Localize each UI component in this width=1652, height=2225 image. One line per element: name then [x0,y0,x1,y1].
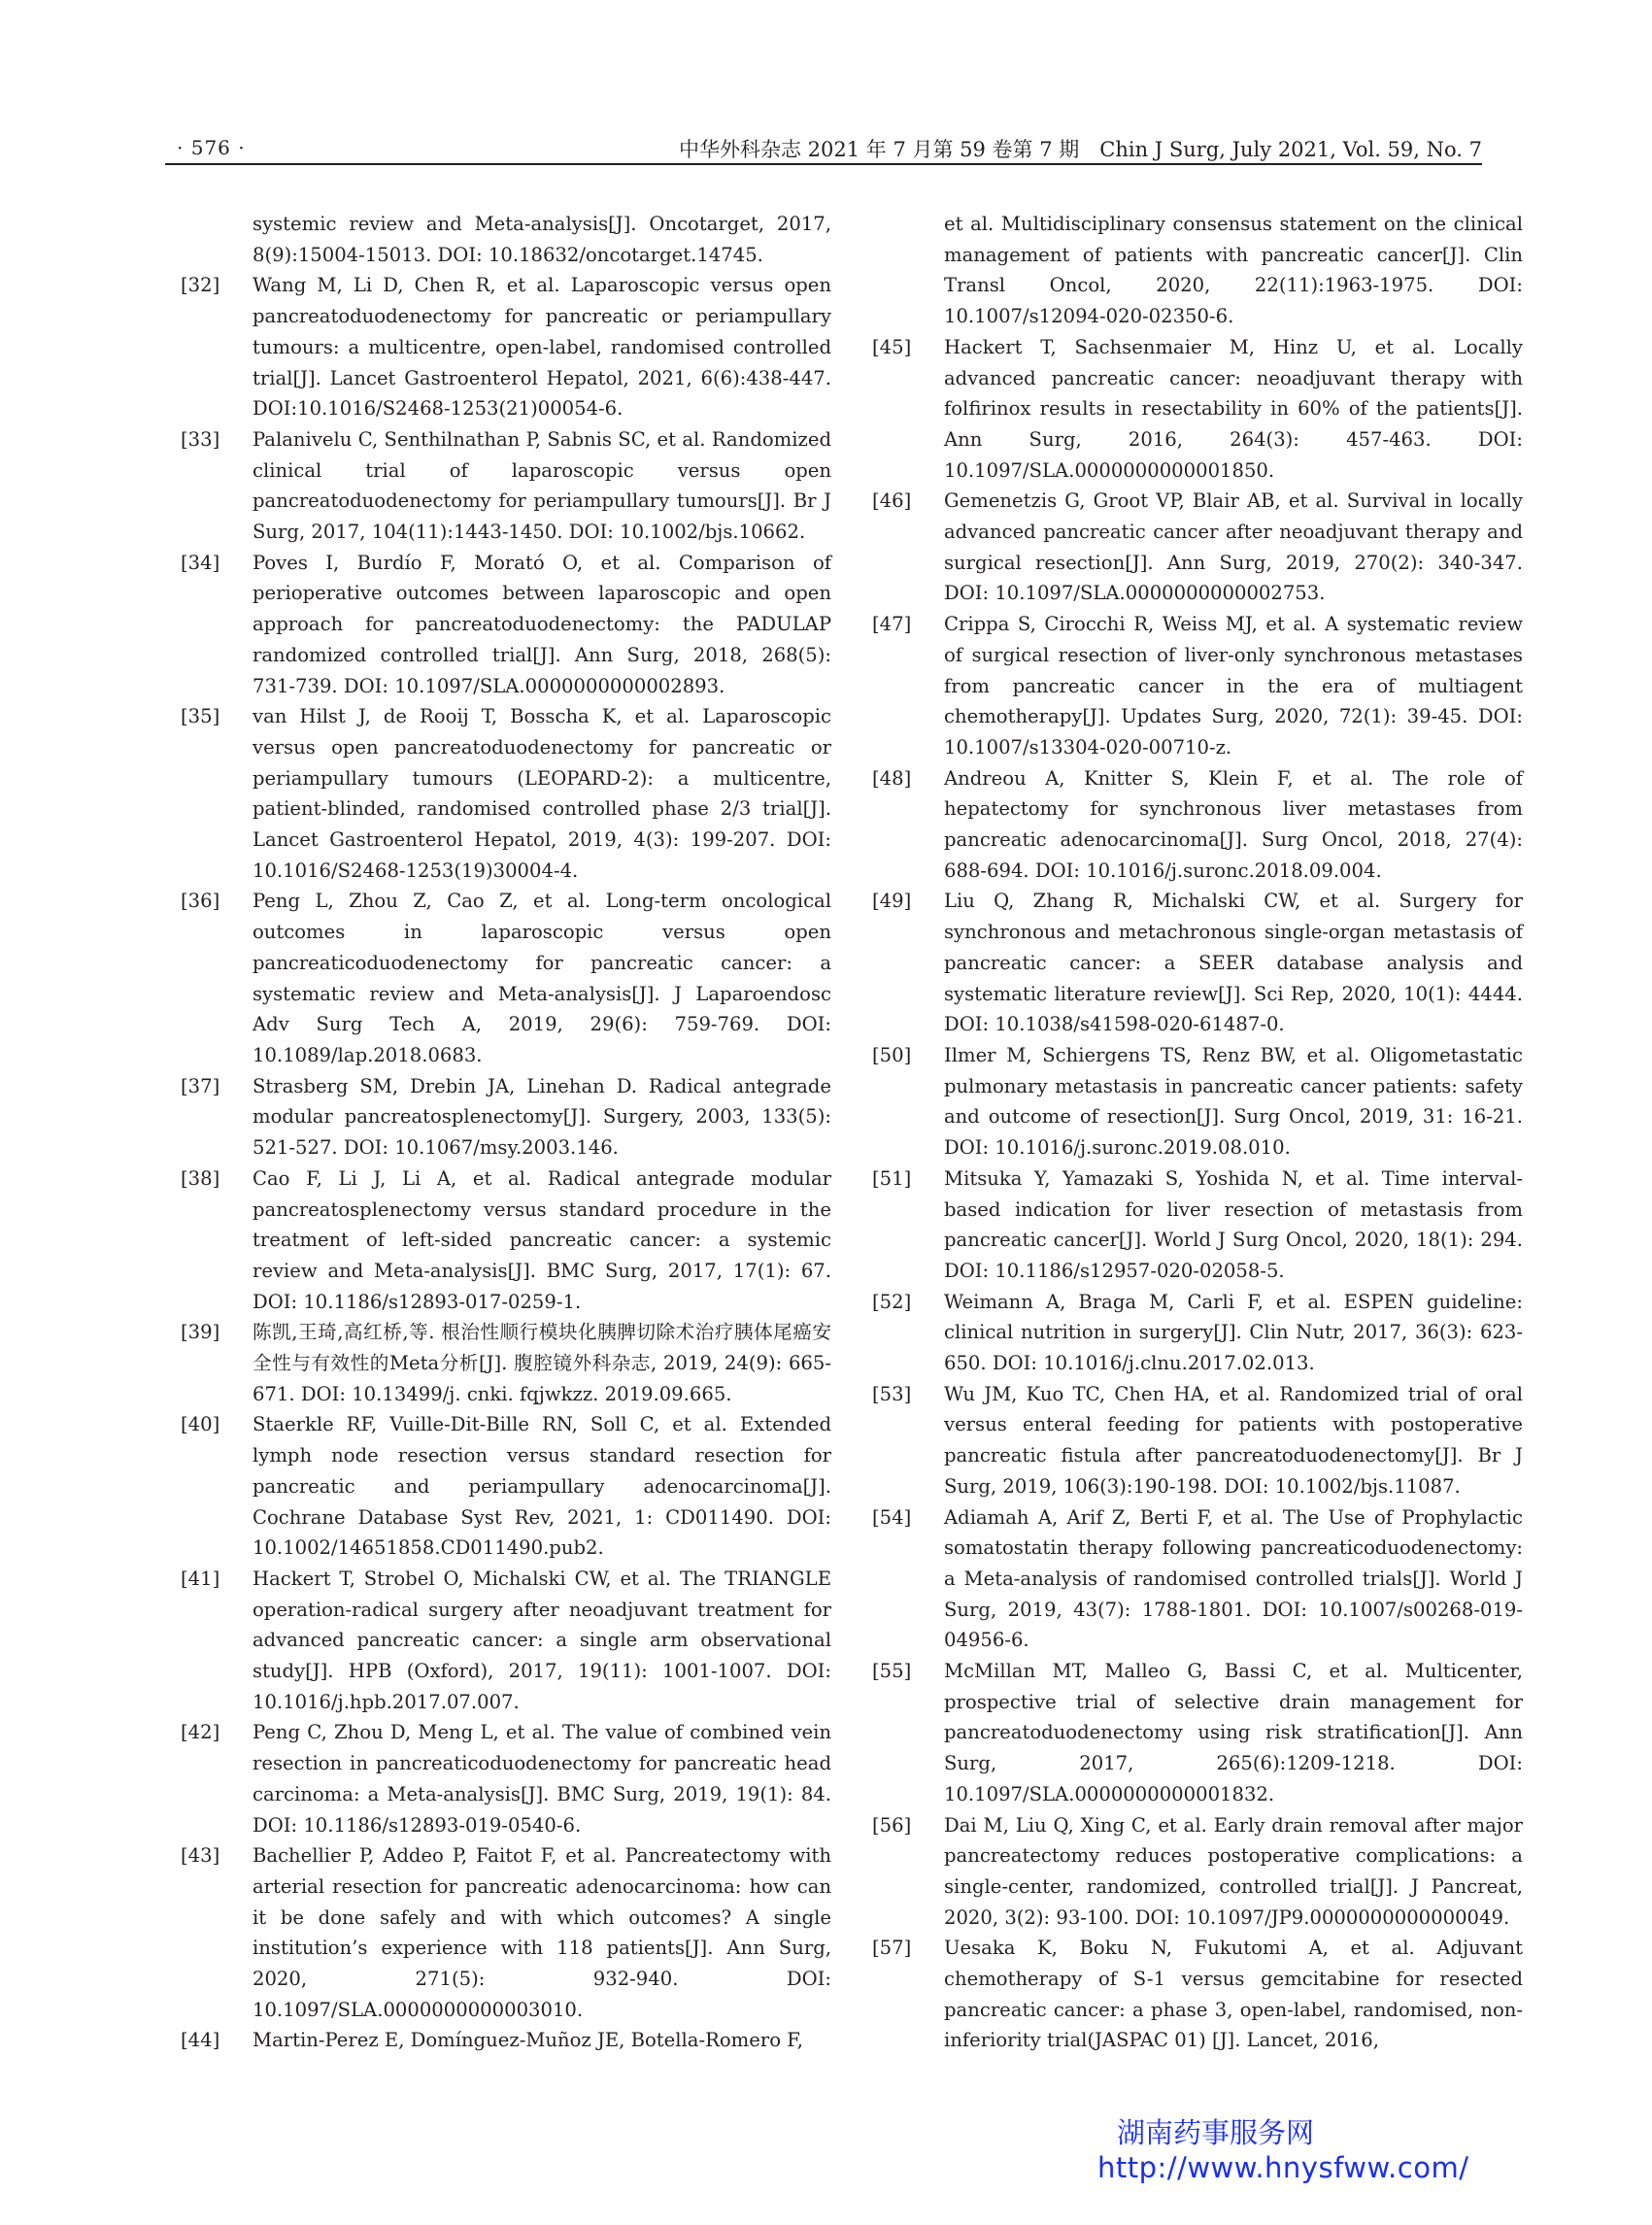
reference-number: [45] [872,335,912,358]
reference-item [872,1379,1523,1502]
reference-item [181,1409,831,1564]
watermark-site-name: 湖南药事服务网 [1117,2116,1315,2149]
reference-number: [54] [872,1505,912,1529]
reference-text: Uesaka K, Boku N, Fukutomi A, et al. Adjuvant chemotherapy of S-1 versus gemcitabine for resected pancreatic cancer: a phase 3, open-label, randomised, non-inferiority trial(JASPAC 01) [J]. Lancet, 2016, [944,1937,1523,2052]
reference-text: Hackert T, Strobel O, Michalski CW, et al. The TRIANGLE operation-radical surgery after neoadjuvant treatment for advanced pancreatic cancer: a single arm observational study[J]. HPB (Oxford), 2017, 19(11): 1001-1007. DOI: 10.1016/j.hpb.2017.07.007. [253,1567,831,1713]
reference-continuation [181,209,831,270]
site-watermark [1097,2115,1486,2185]
reference-text: Crippa S, Cirocchi R, Weiss MJ, et al. A systematic review of surgical resection of liver-only synchronous metastases from pancreatic cancer in the era of multiagent chemotherapy[J]. Updates Surg, 2020, 72(1): 39-45. DOI: 10.1007/s13304-020-00710-z. [944,613,1523,759]
reference-number: [41] [181,1567,220,1590]
reference-text: Strasberg SM, Drebin JA, Linehan D. Radical antegrade modular pancreatosplenectomy[J]. Surgery, 2003, 133(5): 521-527. DOI: 10.1067/msy.2003.146. [253,1074,831,1160]
reference-text: Wang M, Li D, Chen R, et al. Laparoscopic versus open pancreatoduodenectomy for pancreatic or periampullary tumours: a multicentre, open-label, randomised controlled trial[J]. Lancet Gastroenterol Hepatol, 2021, 6(6):438-447. DOI:10.1016/S2468-1253(21)00054-6. [253,274,831,421]
reference-text: McMillan MT, Malleo G, Bassi C, et al. Multicenter, prospective trial of selective drain management for pancreatoduodenectomy using risk stratification[J]. Ann Surg, 2017, 265(6):1209-1218. DOI: 10.1097/SLA.0000000000001832. [944,1660,1523,1805]
page-number: · 576 · [177,136,246,159]
reference-text: Dai M, Liu Q, Xing C, et al. Early drain removal after major pancreatectomy reduces postoperative complications: a single-center, randomized, controlled trial[J]. J Pancreat, 2020, 3(2): 93-100. DOI: 10.1097/JP9.0000000000000049. [944,1813,1523,1929]
reference-text: Martin-Perez E, Domínguez-Muñoz JE, Botella-Romero F, [253,2029,803,2052]
journal-citation-line: 中华外科杂志 2021 年 7 月第 59 卷第 7 期 Chin J Surg, July 2021, Vol. 59, No. 7 [678,138,1482,161]
reference-item [181,886,831,1070]
reference-text: 陈凯,王琦,高红桥,等. 根治性顺行模块化胰脾切除术治疗胰体尾癌安全性与有效性的Meta分析[J]. 腹腔镜外科杂志, 2019, 24(9): 665-671. DOI: 10.13499/j. cnki. fqjwkzz. 2019.09.665. [253,1321,831,1405]
reference-text: Liu Q, Zhang R, Michalski CW, et al. Surgery for synchronous and metachronous single-organ metastasis of pancreatic cancer: a SEER database analysis and systematic literature review[J]. Sci Rep, 2020, 10(1): 4444. DOI: 10.1038/s41598-020-61487-0. [944,890,1523,1036]
reference-number: [50] [872,1043,912,1066]
reference-text: Gemenetzis G, Groot VP, Blair AB, et al. Survival in locally advanced pancreatic cancer after neoadjuvant therapy and surgical resection[J]. Ann Surg, 2019, 270(2): 340-347. DOI: 10.1097/SLA.0000000000002753. [944,489,1523,605]
reference-number: [49] [872,890,912,913]
reference-item [872,1040,1523,1163]
reference-text: Ilmer M, Schiergens TS, Renz BW, et al. Oligometastatic pulmonary metastasis in pancreatic cancer patients: safety and outcome of resection[J]. Surg Oncol, 2019, 31: 16-21. DOI: 10.1016/j.suronc.2019.08.010. [944,1043,1523,1160]
reference-text: Palanivelu C, Senthilnathan P, Sabnis SC, et al. Randomized clinical trial of laparoscopic versus open pancreatoduodenectomy for periampullary tumours[J]. Br J Surg, 2017, 104(11):1443-1450. DOI: 10.1002/bjs.10662. [253,427,831,544]
reference-item [181,1717,831,1840]
reference-item [181,1840,831,2025]
reference-text: Andreou A, Knitter S, Klein F, et al. The role of hepatectomy for synchronous liver metastases from pancreatic adenocarcinoma[J]. Surg Oncol, 2018, 27(4): 688-694. DOI: 10.1016/j.suronc.2018.09.004. [944,766,1523,882]
reference-text: van Hilst J, de Rooij T, Bosscha K, et al. Laparoscopic versus open pancreatoduodenectomy for pancreatic or periampullary tumours (LEOPARD-2): a multicentre, patient-blinded, randomised controlled phase 2/3 trial[J]. Lancet Gastroenterol Hepatol, 2019, 4(3): 199-207. DOI: 10.1016/S2468-1253(19)30004-4. [253,705,831,882]
reference-number: [34] [181,551,220,574]
reference-number: [52] [872,1290,912,1313]
reference-continuation [872,209,1523,332]
running-header [165,130,1482,165]
reference-number: [46] [872,489,912,513]
reference-item [181,548,831,702]
reference-item [181,270,831,424]
reference-item [872,1287,1523,1379]
reference-item [872,1502,1523,1657]
reference-item [872,1656,1523,1810]
reference-text: Staerkle RF, Vuille-Dit-Bille RN, Soll C, et al. Extended lymph node resection versus standard resection for pancreatic and periampullary adenocarcinoma[J]. Cochrane Database Syst Rev, 2021, 1: CD011490. DOI: 10.1002/14651858.CD011490.pub2. [253,1413,831,1560]
reference-item [181,1163,831,1318]
reference-text: systemic review and Meta-analysis[J]. Oncotarget, 2017, 8(9):15004-15013. DOI: 10.18632/oncotarget.14745. [253,213,831,266]
reference-text: Hackert T, Sachsenmaier M, Hinz U, et al. Locally advanced pancreatic cancer: neoadjuvant therapy with folfirinox results in resectability in 60% of the patients[J]. Ann Surg, 2016, 264(3): 457-463. DOI: 10.1097/SLA.0000000000001850. [944,335,1523,482]
reference-number: [53] [872,1382,912,1405]
reference-text: Adiamah A, Arif Z, Berti F, et al. The Use of Prophylactic somatostatin therapy following pancreaticoduodenectomy: a Meta-analysis of randomised controlled trials[J]. World J Surg, 2019, 43(7): 1788-1801. DOI: 10.1007/s00268-019-04956-6. [944,1505,1523,1652]
reference-text: Wu JM, Kuo TC, Chen HA, et al. Randomized trial of oral versus enteral feeding for patients with postoperative pancreatic fistula after pancreatoduodenectomy[J]. Br J Surg, 2019, 106(3):190-198. DOI: 10.1002/bjs.11087. [944,1382,1523,1498]
reference-item [872,609,1523,763]
reference-text: Peng C, Zhou D, Meng L, et al. The value of combined vein resection in pancreaticoduodenectomy for pancreatic head carcinoma: a Meta-analysis[J]. BMC Surg, 2019, 19(1): 84. DOI: 10.1186/s12893-019-0540-6. [253,1721,831,1837]
reference-text: Bachellier P, Addeo P, Faitot F, et al. Pancreatectomy with arterial resection for pancreatic adenocarcinoma: how can it be done safely and with which outcomes? A single institution’s experience with 118 patients[J]. Ann Surg, 2020, 271(5): 932-940. DOI: 10.1097/SLA.0000000000003010. [253,1844,831,2021]
reference-item [181,424,831,548]
reference-item [181,2025,831,2056]
reference-number: [40] [181,1413,220,1436]
reference-text: Cao F, Li J, Li A, et al. Radical antegrade modular pancreatosplenectomy versus standard procedure in the treatment of left-sided pancreatic cancer: a systemic review and Meta-analysis[J]. BMC Surg, 2017, 17(1): 67. DOI: 10.1186/s12893-017-0259-1. [253,1166,831,1313]
reference-number: [32] [181,274,220,297]
reference-number: [48] [872,766,912,790]
reference-number: [36] [181,890,220,913]
reference-number: [43] [181,1844,220,1868]
reference-number: [33] [181,427,220,451]
reference-column-right [872,209,1523,2056]
reference-item [181,1317,831,1409]
reference-number: [37] [181,1074,220,1097]
reference-number: [42] [181,1721,220,1744]
reference-number: [39] [181,1321,220,1344]
reference-item [872,1810,1523,1934]
reference-item [872,886,1523,1040]
reference-item [872,1933,1523,2056]
reference-text: Poves I, Burdío F, Morató O, et al. Comparison of perioperative outcomes between laparoscopic and open approach for pancreatoduodenectomy: the PADULAP randomized controlled trial[J]. Ann Surg, 2018, 268(5): 731-739. DOI: 10.1097/SLA.0000000000002893. [253,551,831,697]
reference-item [181,1071,831,1163]
reference-text: Peng L, Zhou Z, Cao Z, et al. Long-term oncological outcomes in laparoscopic versus open pancreaticoduodenectomy for pancreatic cancer: a systematic review and Meta-analysis[J]. J Laparoendosc Adv Surg Tech A, 2019, 29(6): 759-769. DOI: 10.1089/lap.2018.0683. [253,890,831,1066]
reference-number: [38] [181,1166,220,1190]
reference-text: Mitsuka Y, Yamazaki S, Yoshida N, et al. Time interval-based indication for liver resection of metastasis from pancreatic cancer[J]. World J Surg Oncol, 2020, 18(1): 294. DOI: 10.1186/s12957-020-02058-5. [944,1166,1523,1282]
reference-text: et al. Multidisciplinary consensus statement on the clinical management of patients with pancreatic cancer[J]. Clin Transl Oncol, 2020, 22(11):1963-1975. DOI: 10.1007/s12094-020-02350-6. [944,213,1523,328]
reference-number: [44] [181,2029,220,2052]
reference-number: [47] [872,613,912,636]
reference-item [872,332,1523,487]
reference-number: [55] [872,1660,912,1683]
reference-number: [35] [181,705,220,728]
reference-number: [51] [872,1166,912,1190]
reference-item [181,1564,831,1718]
reference-item [872,1163,1523,1287]
reference-column-left [181,209,831,2056]
reference-item [181,701,831,886]
watermark-url: http://www.hnysfww.com/ [1097,2151,1469,2184]
reference-number: [57] [872,1937,912,1960]
reference-item [872,486,1523,609]
reference-number: [56] [872,1813,912,1837]
reference-text: Weimann A, Braga M, Carli F, et al. ESPEN guideline: clinical nutrition in surgery[J]. Clin Nutr, 2017, 36(3): 623-650. DOI: 10.1016/j.clnu.2017.02.013. [944,1290,1523,1375]
reference-item [872,763,1523,887]
